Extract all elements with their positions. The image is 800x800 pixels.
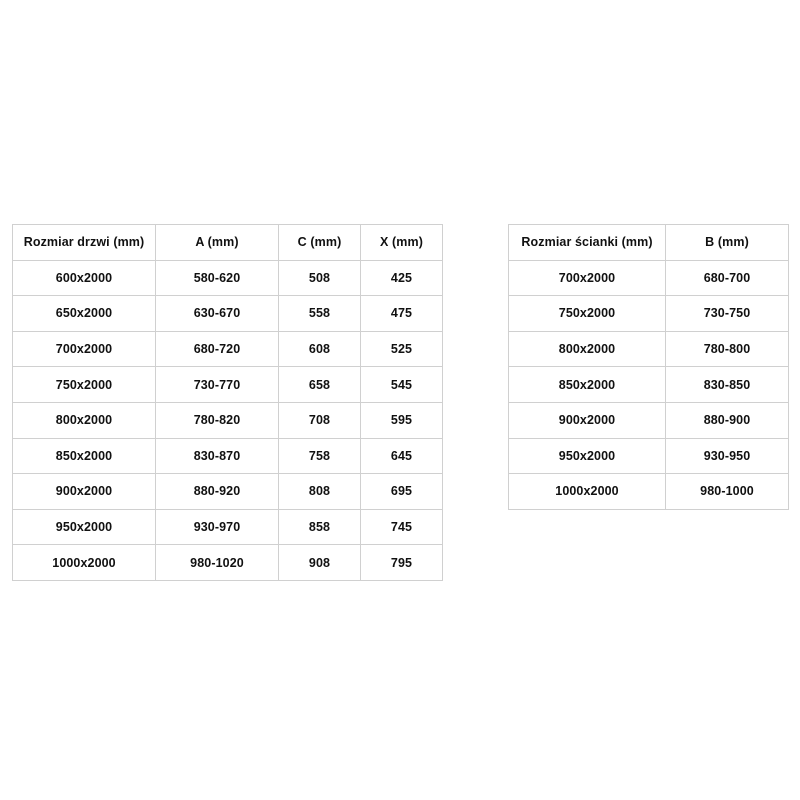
cell-wall-size: 900x2000 <box>509 402 666 438</box>
cell-c: 758 <box>279 438 361 474</box>
table-row <box>13 260 443 296</box>
cell-a: 630-670 <box>156 296 279 332</box>
cell-x: 645 <box>361 438 443 474</box>
cell-b: 730-750 <box>666 296 789 332</box>
cell-wall-size: 950x2000 <box>509 438 666 474</box>
cell-a: 780-820 <box>156 402 279 438</box>
table-row <box>13 296 443 332</box>
table-header-row <box>509 225 789 261</box>
cell-x: 795 <box>361 545 443 581</box>
cell-b: 880-900 <box>666 402 789 438</box>
cell-wall-size: 750x2000 <box>509 296 666 332</box>
table-row <box>13 438 443 474</box>
column-header-door-size: Rozmiar drzwi (mm) <box>13 225 156 261</box>
cell-x: 425 <box>361 260 443 296</box>
cell-x: 525 <box>361 331 443 367</box>
cell-wall-size: 850x2000 <box>509 367 666 403</box>
cell-door-size: 700x2000 <box>13 331 156 367</box>
table-row <box>13 474 443 510</box>
table-row <box>13 367 443 403</box>
cell-b: 930-950 <box>666 438 789 474</box>
cell-a: 830-870 <box>156 438 279 474</box>
table-row <box>509 331 789 367</box>
cell-door-size: 850x2000 <box>13 438 156 474</box>
cell-a: 980-1020 <box>156 545 279 581</box>
cell-door-size: 600x2000 <box>13 260 156 296</box>
cell-c: 658 <box>279 367 361 403</box>
doors-dimensions-table <box>12 224 443 581</box>
cell-b: 680-700 <box>666 260 789 296</box>
column-header-b: B (mm) <box>666 225 789 261</box>
cell-door-size: 950x2000 <box>13 509 156 545</box>
cell-b: 980-1000 <box>666 474 789 510</box>
table-row <box>509 260 789 296</box>
cell-x: 595 <box>361 402 443 438</box>
cell-c: 608 <box>279 331 361 367</box>
cell-a: 880-920 <box>156 474 279 510</box>
cell-wall-size: 700x2000 <box>509 260 666 296</box>
cell-door-size: 650x2000 <box>13 296 156 332</box>
cell-door-size: 1000x2000 <box>13 545 156 581</box>
cell-c: 708 <box>279 402 361 438</box>
cell-x: 545 <box>361 367 443 403</box>
table-row <box>509 474 789 510</box>
column-header-wall-size: Rozmiar ścianki (mm) <box>509 225 666 261</box>
cell-door-size: 750x2000 <box>13 367 156 403</box>
column-header-x: X (mm) <box>361 225 443 261</box>
table-row <box>509 367 789 403</box>
column-header-a: A (mm) <box>156 225 279 261</box>
cell-c: 508 <box>279 260 361 296</box>
wall-dimensions-table <box>508 224 789 510</box>
cell-c: 858 <box>279 509 361 545</box>
table-row <box>509 402 789 438</box>
cell-wall-size: 1000x2000 <box>509 474 666 510</box>
cell-c: 558 <box>279 296 361 332</box>
cell-b: 830-850 <box>666 367 789 403</box>
table-row <box>13 331 443 367</box>
cell-c: 908 <box>279 545 361 581</box>
cell-x: 745 <box>361 509 443 545</box>
table-row <box>13 545 443 581</box>
cell-door-size: 800x2000 <box>13 402 156 438</box>
table-header-row <box>13 225 443 261</box>
cell-a: 730-770 <box>156 367 279 403</box>
table-row <box>509 438 789 474</box>
cell-a: 680-720 <box>156 331 279 367</box>
cell-b: 780-800 <box>666 331 789 367</box>
cell-c: 808 <box>279 474 361 510</box>
cell-a: 930-970 <box>156 509 279 545</box>
cell-wall-size: 800x2000 <box>509 331 666 367</box>
table-row <box>509 296 789 332</box>
cell-x: 475 <box>361 296 443 332</box>
cell-a: 580-620 <box>156 260 279 296</box>
table-row <box>13 402 443 438</box>
table-row <box>13 509 443 545</box>
column-header-c: C (mm) <box>279 225 361 261</box>
cell-door-size: 900x2000 <box>13 474 156 510</box>
cell-x: 695 <box>361 474 443 510</box>
